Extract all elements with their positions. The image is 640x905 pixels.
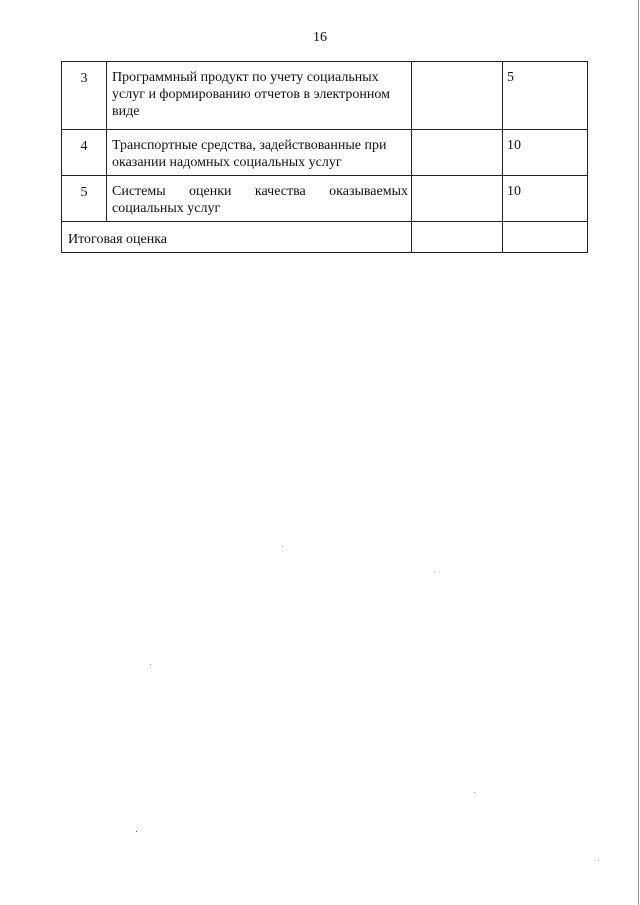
row-number: 4	[62, 130, 107, 176]
row-score: 10	[503, 130, 588, 176]
scan-speck	[474, 792, 475, 793]
total-label: Итоговая оценка	[62, 222, 412, 253]
row-number: 5	[62, 176, 107, 222]
total-score-cell	[503, 222, 588, 253]
scan-speck	[136, 831, 137, 832]
row-description-line-2: социальных услуг	[112, 201, 221, 216]
table-row	[62, 62, 588, 130]
row-value-cell	[412, 176, 503, 222]
row-score: 10	[503, 176, 588, 222]
scan-speck	[150, 664, 151, 665]
page-number: 16	[313, 30, 327, 45]
row-number: 3	[62, 62, 107, 130]
scan-speck	[434, 572, 435, 573]
row-value-cell	[412, 62, 503, 130]
row-value-cell	[412, 130, 503, 176]
criteria-table	[61, 61, 588, 253]
page-edge	[638, 0, 639, 905]
row-description: Программный продукт по учету социальных услуг и формированию отчетов в электронном виде	[107, 62, 412, 130]
total-value-cell	[412, 222, 503, 253]
row-description: Транспортные средства, задействованные при оказании надомных социальных услуг	[107, 130, 412, 176]
total-row	[62, 222, 588, 253]
row-score: 5	[503, 62, 588, 130]
row-description	[107, 176, 412, 222]
scan-speck	[282, 546, 283, 547]
table-row	[62, 176, 588, 222]
table-row	[62, 130, 588, 176]
scan-speck	[598, 860, 599, 861]
row-description-line-1: Системы оценки качества оказываемых	[112, 184, 408, 199]
